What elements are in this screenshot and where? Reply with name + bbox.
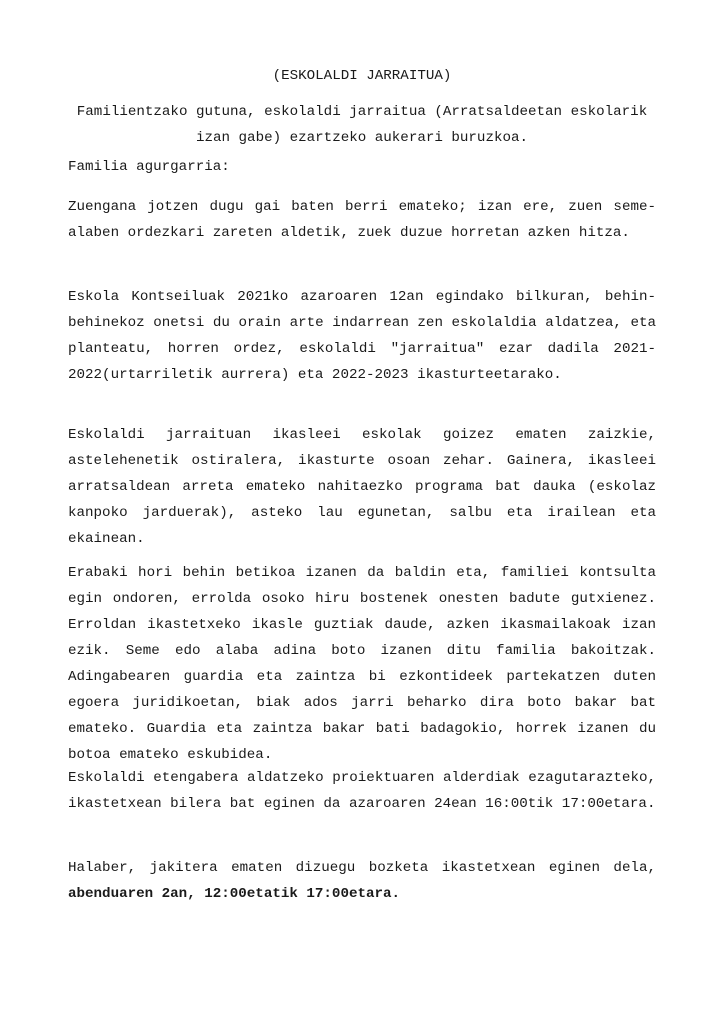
paragraph-4: Erabaki hori behin betikoa izanen da baldin eta, familiei kontsulta egin ondoren, errolda osoko hiru bostenek onesten badute gutxienez. Erroldan ikastetxeko ikasle guztiak daude, azken ikasmailakoak izan ezik. Seme edo alaba adina boto izanen ditu familia bakoitzak. Adingabearen guardia eta zaintza bi ezkontideek partekatzen duten egoera juridikoetan, biak ados jarri beharko dira boto bakar bat emateko. Guardia eta zaintza bakar bati badagokio, horrek izanen du botoa emateko eskubidea. bbox=[68, 565, 656, 763]
paragraph-1: Zuengana jotzen dugu gai baten berri emateko; izan ere, zuen seme-alaben ordezkari zareten aldetik, zuek duzue horretan azken hitza. bbox=[68, 199, 656, 241]
document-subtitle: Familientzako gutuna, eskolaldi jarraitua (Arratsaldeetan eskolarik izan gabe) ezartzeko aukerari buruzkoa. bbox=[76, 104, 648, 146]
greeting: Familia agurgarria: bbox=[68, 159, 230, 175]
document-title: (ESKOLALDI JARRAITUA) bbox=[272, 68, 452, 84]
paragraph-5: Eskolaldi etengabera aldatzeko proiektuaren alderdiak ezagutarazteko, ikastetxean bilera bat eginen da azaroaren 24ean 16:00tik 17:00etara. bbox=[68, 770, 656, 812]
paragraph-6-intro: Halaber, jakitera ematen dizuegu bozketa ikastetxean eginen dela, bbox=[68, 860, 656, 876]
paragraph-3: Eskolaldi jarraituan ikasleei eskolak goizez ematen zaizkie, astelehenetik ostiralera, ikasturte osoan zehar. Gainera, ikasleei arratsaldean arreta emateko nahitaezko programa bat dauka (eskolaz kanpoko jarduerak), asteko lau egunetan, salbu eta irailean eta ekainean. bbox=[68, 427, 656, 547]
paragraph-6 bbox=[68, 855, 656, 907]
vote-date-emphasis: abenduaren 2an, 12:00etatik 17:00etara. bbox=[68, 886, 401, 902]
paragraph-2: Eskola Kontseiluak 2021ko azaroaren 12an egindako bilkuran, behin-behinekoz onetsi du orain arte indarrean zen eskolaldia aldatzea, eta planteatu, horren ordez, eskolaldi "jarraitua" ezar dadila 2021-2022(urtarriletik aurrera) eta 2022-2023 ikasturteetarako. bbox=[68, 289, 656, 383]
